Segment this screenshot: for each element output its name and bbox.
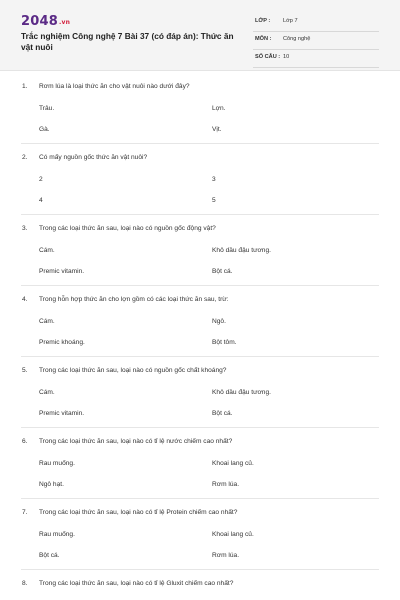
question-number: 1. — [22, 83, 28, 90]
question-divider — [21, 569, 379, 570]
question-number: 6. — [22, 438, 28, 445]
question-number: 5. — [22, 367, 28, 374]
quiz-title: Trắc nghiệm Công nghệ 7 Bài 37 (có đáp án): Thức ăn vật nuôi — [21, 31, 234, 52]
question-divider — [21, 427, 379, 428]
meta-row-class — [253, 14, 379, 32]
answer-option[interactable]: 2 — [39, 176, 43, 183]
answer-option[interactable]: Premic vitamin. — [39, 410, 85, 417]
site-logo[interactable] — [21, 14, 70, 29]
question-number: 4. — [22, 296, 28, 303]
answer-option[interactable]: Khoai lang củ. — [212, 531, 254, 538]
logo-text: 2048 — [21, 14, 58, 29]
meta-label: LỚP : — [255, 18, 271, 24]
quiz-header — [0, 0, 400, 71]
question-divider — [21, 285, 379, 286]
question-number: 8. — [22, 580, 28, 587]
answer-option[interactable]: Ngô hạt. — [39, 481, 64, 488]
question-number: 3. — [22, 225, 28, 232]
answer-option[interactable]: Rau muống. — [39, 531, 75, 538]
answer-option[interactable]: Premic khoáng. — [39, 339, 85, 346]
meta-value: Lớp 7 — [283, 18, 298, 24]
question-divider — [21, 143, 379, 144]
meta-row-subject — [253, 32, 379, 50]
answer-option[interactable]: Cám. — [39, 247, 55, 254]
question-divider — [21, 498, 379, 499]
quiz-meta — [253, 14, 379, 68]
answer-option[interactable]: Ngô. — [212, 318, 226, 325]
answer-option[interactable]: Cám. — [39, 318, 55, 325]
question-text: Trong hỗn hợp thức ăn cho lợn gồm có các loại thức ăn sau, trừ: — [39, 296, 229, 303]
answer-option[interactable]: Bột cá. — [39, 552, 60, 559]
question-text: Trong các loại thức ăn sau, loại nào có tỉ lệ nước chiếm cao nhất? — [39, 438, 233, 445]
answer-option[interactable]: Khô dầu đậu tương. — [212, 389, 271, 396]
answer-option[interactable]: Khoai lang củ. — [212, 460, 254, 467]
meta-label: SỐ CÂU : — [255, 54, 281, 60]
answer-option[interactable]: Gà. — [39, 126, 50, 133]
answer-option[interactable]: Rau muống. — [39, 460, 75, 467]
question-divider — [21, 356, 379, 357]
question-text: Có mấy nguồn gốc thức ăn vật nuôi? — [39, 154, 148, 161]
question-text: Trong các loại thức ăn sau, loại nào có nguồn gốc động vật? — [39, 225, 216, 232]
answer-option[interactable]: 3 — [212, 176, 216, 183]
answer-option[interactable]: Khô dầu đậu tương. — [212, 247, 271, 254]
answer-option[interactable]: Bột cá. — [212, 410, 233, 417]
answer-option[interactable]: Rơm lúa. — [212, 481, 240, 488]
answer-option[interactable]: Rơm lúa. — [212, 552, 240, 559]
question-number: 7. — [22, 509, 28, 516]
question-text: Rơm lúa là loại thức ăn cho vật nuôi nào dưới đây? — [39, 83, 190, 90]
answer-option[interactable]: Bột cá. — [212, 268, 233, 275]
question-text: Trong các loại thức ăn sau, loại nào có tỉ lệ Gluxit chiếm cao nhất? — [39, 580, 234, 587]
meta-value: Công nghệ — [283, 36, 311, 42]
question-text: Trong các loại thức ăn sau, loại nào có nguồn gốc chất khoáng? — [39, 367, 227, 374]
question-text: Trong các loại thức ăn sau, loại nào có tỉ lệ Protein chiếm cao nhất? — [39, 509, 238, 516]
answer-option[interactable]: 5 — [212, 197, 216, 204]
question-divider — [21, 214, 379, 215]
meta-value: 10 — [283, 54, 290, 60]
logo-suffix: .vn — [58, 19, 71, 26]
meta-row-question-count — [253, 50, 379, 68]
answer-option[interactable]: 4 — [39, 197, 43, 204]
answer-option[interactable]: Trâu. — [39, 105, 55, 112]
question-number: 2. — [22, 154, 28, 161]
answer-option[interactable]: Vịt. — [212, 126, 222, 133]
meta-label: MÔN : — [255, 36, 272, 42]
answer-option[interactable]: Lợn. — [212, 105, 226, 112]
answer-option[interactable]: Cám. — [39, 389, 55, 396]
answer-option[interactable]: Bột tôm. — [212, 339, 237, 346]
answer-option[interactable]: Premic vitamin. — [39, 268, 85, 275]
